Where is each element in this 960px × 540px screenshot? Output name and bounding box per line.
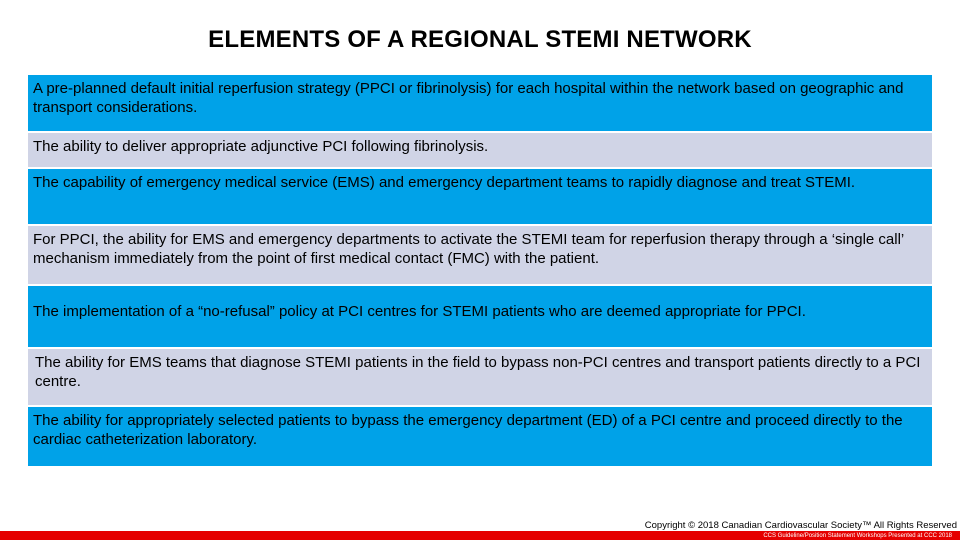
table-row	[28, 133, 932, 169]
table-row	[28, 169, 932, 226]
row-text: The ability for EMS teams that diagnose STEMI patients in the field to bypass non-PCI centres and transport patients directly to a PCI centre.	[35, 354, 921, 390]
table-row	[28, 75, 932, 133]
slide-title: ELEMENTS OF A REGIONAL STEMI NETWORK	[208, 26, 752, 53]
table-row	[28, 226, 932, 286]
row-text: The implementation of a “no-refusal” policy at PCI centres for STEMI patients who are deemed appropriate for PPCI.	[33, 303, 806, 320]
row-text: For PPCI, the ability for EMS and emergency departments to activate the STEMI team for reperfusion therapy through a ‘single call’ mechanism immediately from the point of first medical contact (FMC) with the patient.	[33, 231, 904, 267]
footer-subtitle: CCS Guideline/Position Statement Workshops Presented at CCC 2018	[763, 533, 952, 539]
row-text: The ability for appropriately selected patients to bypass the emergency department (ED) of a PCI centre and proceed directly to the cardiac catheterization laboratory.	[33, 412, 903, 448]
row-text: The ability to deliver appropriate adjunctive PCI following fibrinolysis.	[33, 138, 489, 155]
table-row	[28, 286, 932, 349]
table-row	[28, 407, 932, 466]
copyright-notice: Copyright © 2018 Canadian Cardiovascular Society™ All Rights Reserved	[644, 520, 957, 531]
row-text: A pre-planned default initial reperfusion strategy (PPCI or fibrinolysis) for each hospital within the network based on geographic and transport considerations.	[33, 80, 904, 116]
table-row	[28, 349, 932, 407]
row-text: The capability of emergency medical service (EMS) and emergency department teams to rapidly diagnose and treat STEMI.	[33, 174, 856, 191]
